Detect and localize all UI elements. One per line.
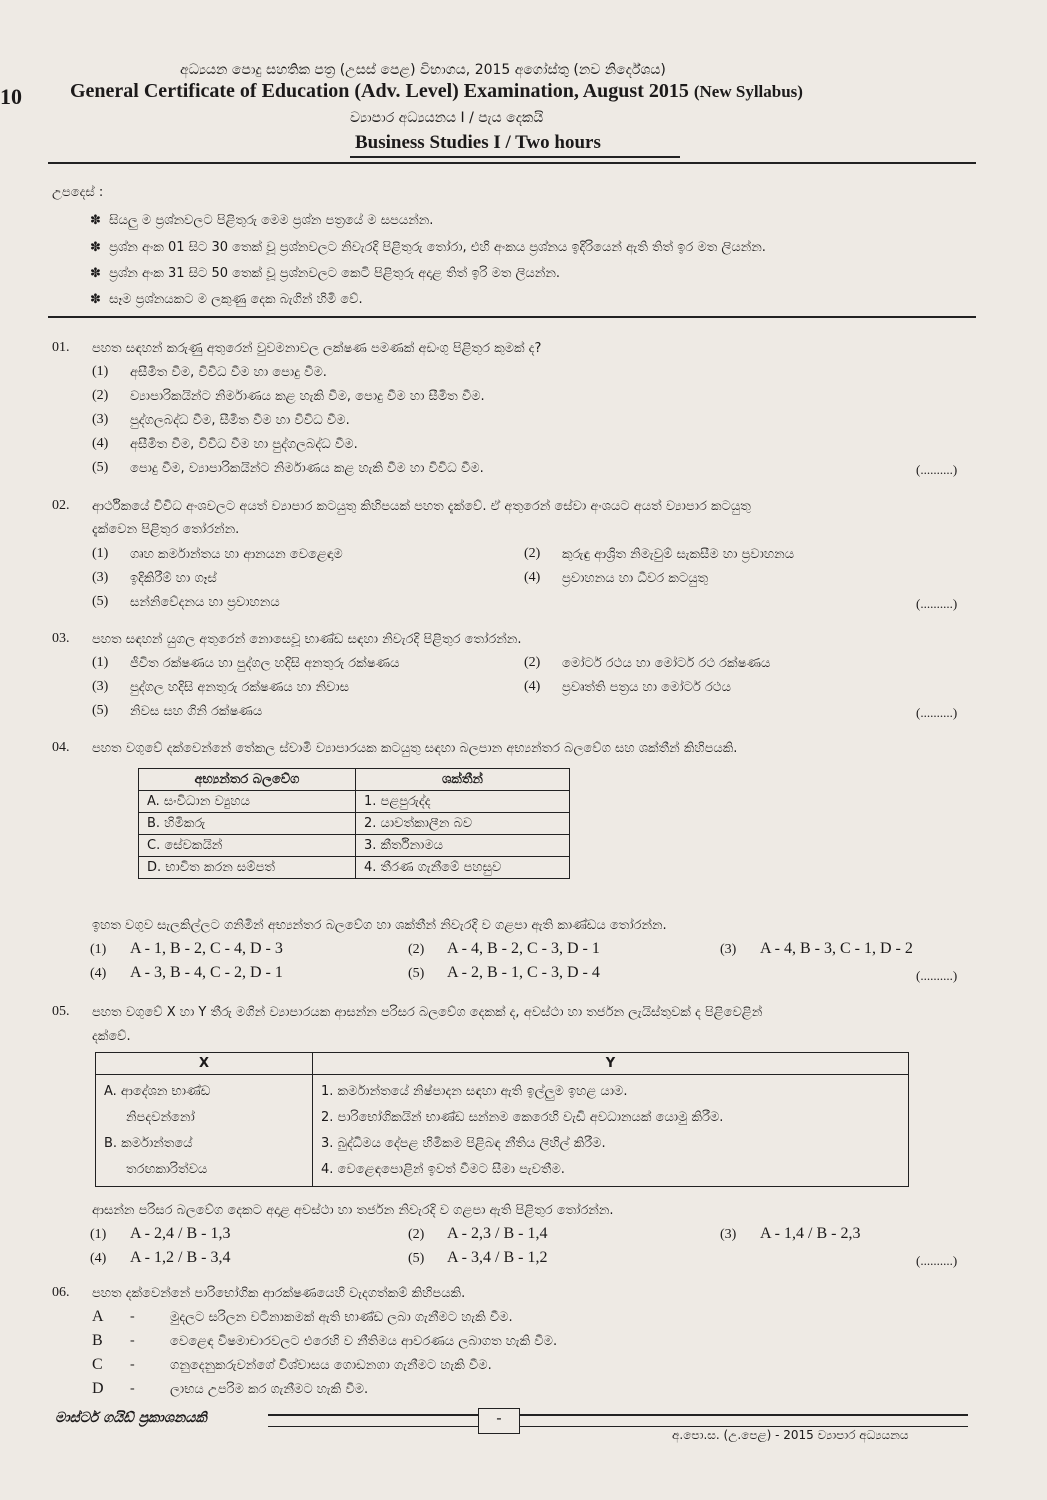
q2-option-text: සන්නිවේදනය හා ප්‍රවාහනය: [130, 595, 280, 610]
instructions-label: උපදෙස් :: [52, 185, 104, 200]
q1-text: පහත සඳහන් කරුණු අතුරෙන් වුවමනාවල ලක්ෂණ පමණක් අඩංගු පිළිතුර කුමක් ද?: [92, 341, 542, 356]
q4-option-number: (4): [90, 966, 107, 981]
instruction-item: ✽ සෑම ප්‍රශ්නයකට ම ලකුණු දෙක බැගින් හිමි වේ.: [90, 292, 363, 307]
q5-number: 05.: [52, 1004, 70, 1019]
q5-y-line: 3. බුද්ධිමය දේපළ හිමිකම පිළිබඳ නීතිය ලිහිල් කිරීම.: [321, 1136, 606, 1151]
q6-item-letter: A: [92, 1308, 104, 1325]
q2-number: 02.: [52, 498, 70, 513]
q4-option-text: A - 3, B - 4, C - 2, D - 1: [130, 964, 283, 981]
q1-option-number: (5): [92, 460, 109, 475]
q4-answer-blank[interactable]: (..........): [916, 968, 958, 983]
q5-y-line: 1. කර්මාන්තයේ නිෂ්පාදන සඳහා ඇති ඉල්ලුම ඉහළ යාම.: [321, 1084, 628, 1099]
q5-table-x-column: [96, 1075, 313, 1187]
q6-item-dash: -: [130, 1309, 135, 1324]
footer-publisher: මාස්ටර් ගයිඩ් ප්‍රකාශනයකි: [55, 1410, 207, 1426]
q3-option-number: (2): [524, 655, 541, 670]
q4-table-cell: 1. පළපුරුද්ද: [356, 791, 570, 813]
q2-option-text: ගෘහ කර්මාන්තය හා ආනයන වෙළෙඳාම: [130, 547, 343, 562]
instruction-item: ✽ ප්‍රශ්න අංක 31 සිට 50 තෙක් වූ ප්‍රශ්නවලට කෙටි පිළිතුරු අදාළ තිත් ඉරි මත ලියන්න.: [90, 266, 561, 281]
q1-option-number: (3): [92, 412, 109, 427]
q3-option-number: (4): [524, 679, 541, 694]
q2-option-text: කුරුඳු ආශ්‍රිත නිමැවුම් සැකසීම හා ප්‍රවාහනය: [562, 547, 795, 562]
q4-table-cell: 3. කීර්තිනාමය: [356, 835, 570, 857]
q5-answer-blank[interactable]: (..........): [916, 1253, 958, 1268]
q6-item-text: වෙළෙඳ විෂමාචාරවලට එරෙහි ව නීතිමය ආවරණය ලබාගත හැකි වීම.: [170, 1334, 558, 1349]
q2-option-number: (4): [524, 570, 541, 585]
english-exam-title: [70, 80, 803, 103]
q4-option-text: A - 4, B - 2, C - 3, D - 1: [447, 940, 600, 957]
q2-option-number: (3): [92, 570, 109, 585]
q4-option-number: (3): [720, 942, 737, 957]
q3-option-number: (3): [92, 679, 109, 694]
q5-x-line: තරඟකාරිත්වය: [126, 1162, 208, 1177]
q4-number: 04.: [52, 740, 70, 755]
q1-option-text: අසීමිත වීම, විවිධ වීම හා පොදු වීම.: [130, 365, 327, 380]
q5-option-number: (5): [408, 1251, 425, 1266]
q5-table: [95, 1052, 909, 1187]
q1-option-text: පුද්ගලබද්ධ වීම, සීමිත වීම හා විවිධ වීම.: [130, 413, 350, 428]
english-subject: Business Studies I / Two hours: [355, 132, 601, 153]
q2-text: ආර්ථිකයේ විවිධ අංශවලට අයත් ව්‍යාපාර කටයුතු කිහිපයක් පහත දැක්වේ. ඒ අතුරෙන් සේවා අංශයට අයත් ව්‍යාපාර කටයුතු: [92, 499, 751, 514]
q5-option-text: A - 1,2 / B - 3,4: [130, 1249, 231, 1266]
q5-option-text: A - 1,4 / B - 2,3: [760, 1225, 861, 1242]
q6-number: 06.: [52, 1285, 70, 1300]
q5-x-line: නිපදවන්නෝ: [126, 1110, 195, 1125]
q2-option-text: ඉදිකිරීම් හා ගෑස්: [130, 571, 217, 586]
sinhala-subject: ව්‍යාපාර අධ්‍යයනය I / පැය දෙකයි: [350, 110, 544, 126]
q5-text: දක්වේ.: [92, 1029, 131, 1044]
q4-option-number: (2): [408, 942, 425, 957]
q3-text: පහත සඳහන් යුගල අතුරෙන් නොසෙවූ භාණ්ඩ සඳහා නිවැරදි පිළිතුර තෝරන්න.: [92, 632, 522, 647]
q5-table-y-column: [313, 1075, 909, 1187]
footer-rule: [268, 1414, 968, 1427]
footer-exam-label: අ.පො.ස. (උ.පෙළ) - 2015 ව්‍යාපාර අධ්‍යයනය: [672, 1428, 909, 1442]
q3-option-text: ජීවිත රක්ෂණය හා පුද්ගල හදිසි අනතුරු රක්ෂණය: [130, 656, 400, 671]
q4-option-text: A - 1, B - 2, C - 4, D - 3: [130, 940, 283, 957]
q1-answer-blank[interactable]: (..........): [916, 462, 958, 477]
q4-table-cell: B. හිමිකරු: [139, 813, 356, 835]
q3-option-number: (5): [92, 703, 109, 718]
q5-option-text: A - 2,4 / B - 1,3: [130, 1225, 231, 1242]
english-title-suffix: (New Syllabus): [693, 82, 803, 101]
q5-option-number: (3): [720, 1227, 737, 1242]
q4-table-cell: C. සේවකයින්: [139, 835, 356, 857]
q2-option-number: (2): [524, 546, 541, 561]
instruction-item: ✽ ප්‍රශ්න අංක 01 සිට 30 තෙක් වූ ප්‍රශ්නවලට නිවැරදි පිළිතුරු තෝරා, එහි අංකය ප්‍රශ්නය ඉදිරියෙන් ඇති තිත් ඉර මත ලියන්න.: [90, 240, 766, 255]
q4-table-cell: 4. තීරණ ගැනීමේ පහසුව: [356, 857, 570, 879]
q2-option-number: (5): [92, 594, 109, 609]
q3-option-number: (1): [92, 655, 109, 670]
q5-text: පහත වගුවේ X හා Y තීරු මගින් ව්‍යාපාරයක ආසන්න පරිසර බලවේග දෙකක් ද, අවස්ථා හා තර්ජන ලැයිස්තුවක් ද පිළිවෙළින්: [92, 1005, 763, 1020]
q6-item-text: මුදලට සරිලන වටිනාකමක් ඇති භාණ්ඩ ලබා ගැනීමට හැකි වීම.: [170, 1310, 513, 1325]
q4-option-number: (1): [90, 942, 107, 957]
q1-number: 01.: [52, 340, 70, 355]
q6-item-dash: -: [130, 1381, 135, 1396]
q5-y-line: 4. වෙළෙඳපොළින් ඉවත් වීමට සීමා පැවතීම.: [321, 1162, 565, 1177]
q6-item-letter: B: [92, 1332, 103, 1349]
q5-option-text: A - 3,4 / B - 1,2: [447, 1249, 548, 1266]
q2-text: දැක්වෙන පිළිතුර තෝරන්න.: [92, 522, 240, 537]
q1-option-text: පොදු වීම, ව්‍යාපාරිකයින්ට නිර්මාණය කළ හැකි වීම හා විවිධ වීම.: [130, 461, 484, 476]
q5-option-text: A - 2,3 / B - 1,4: [447, 1225, 548, 1242]
sinhala-exam-title: අධ්‍යයන පොදු සහතික පත්‍ර (උසස් පෙළ) විභාගය, 2015 අගෝස්තු (නව නිර්දේශය): [180, 62, 666, 78]
q5-option-number: (1): [90, 1227, 107, 1242]
q6-item-text: ලාභය උපරිම කර ගැනීමට හැකි වීම.: [170, 1382, 369, 1397]
q4-prompt: ඉහත වගුව සැලකිල්ලට ගනිමින් අභ්‍යන්තර බලවේග හා ශක්තීන් නිවැරදි ව ගළපා ඇති කාණ්ඩය තෝරන්න.: [92, 918, 667, 933]
q3-option-text: ප්‍රවෘත්ති පත්‍රය හා මෝටර් රථය: [562, 680, 731, 695]
q4-text: පහත වගුවේ දක්වෙන්නේ තේකල ස්වාමි ව්‍යාපාරයක කටයුතු සඳහා බලපාන අභ්‍යන්තර බලවේග සහ ශක්තීන් කිහිපයකි.: [92, 741, 738, 756]
q2-option-text: ප්‍රවාහනය හා ධීවර කටයුතු: [562, 571, 709, 586]
q5-x-line: B. කර්මාන්තයේ: [104, 1136, 193, 1151]
q5-prompt: ආසන්න පරිසර බලවේග දෙකට අදාළ අවස්ථා හා තර්ජන නිවැරදි ව ගළපා ඇති පිළිතුර තෝරන්න.: [92, 1203, 614, 1218]
header-rule-thin: [350, 156, 680, 158]
q4-table-cell: D. භාවිත කරන සම්පත්: [139, 857, 356, 879]
q4-option-text: A - 4, B - 3, C - 1, D - 2: [760, 940, 913, 957]
q2-option-number: (1): [92, 546, 109, 561]
q5-table-header: X: [96, 1053, 313, 1075]
q1-option-text: ව්‍යාපාරිකයින්ට නිර්මාණය කළ හැකි වීම, පොදු වීම හා සීමිත වීම.: [130, 389, 485, 404]
q3-option-text: මෝටර් රථය හා මෝටර් රථ රක්ෂණය: [562, 656, 771, 671]
q4-table-cell: A. සංවිධාන ව්‍යුහය: [139, 791, 356, 813]
header-rule: [48, 162, 976, 164]
q5-option-number: (2): [408, 1227, 425, 1242]
instruction-item: ✽ සියලු ම ප්‍රශ්නවලට පිළිතුරු මෙම ප්‍රශ්න පත්‍රයේ ම සපයන්න.: [90, 213, 434, 228]
q6-item-dash: -: [130, 1333, 135, 1348]
english-title-main: General Certificate of Education (Adv. Level) Examination, August 2015: [70, 80, 689, 102]
q4-table-cell: 2. යාවත්කාලීන බව: [356, 813, 570, 835]
q3-number: 03.: [52, 631, 70, 646]
footer-page-tab: -: [478, 1408, 520, 1434]
q6-text: පහත දක්වෙන්නේ පාරිභෝගික ආරක්ෂණයෙහි වැදගත්කම් කිහිපයකි.: [92, 1286, 466, 1301]
q5-table-header: Y: [313, 1053, 909, 1075]
q4-table-header: ශක්තීන්: [356, 769, 570, 791]
q3-option-text: නිවස සහ ගිනි රක්ෂණය: [130, 704, 263, 719]
q3-answer-blank[interactable]: (..........): [916, 705, 958, 720]
q2-answer-blank[interactable]: (..........): [916, 596, 958, 611]
q6-item-text: ගනුදෙනුකරුවන්ගේ විශ්වාසය ගොඩනගා ගැනීමට හැකි වීම.: [170, 1358, 492, 1373]
q5-option-number: (4): [90, 1251, 107, 1266]
q4-table-header: අභ්‍යන්තර බලවේග: [139, 769, 356, 791]
q6-item-letter: D: [92, 1380, 104, 1397]
page-number: 10: [0, 84, 22, 109]
q3-option-text: පුද්ගල හදිසි අනතුරු රක්ෂණය හා නිවාස: [130, 680, 349, 695]
q1-option-number: (1): [92, 364, 109, 379]
q5-y-line: 2. පාරිභෝගිකයින් භාණ්ඩ සන්නම කෙරෙහි වැඩි අවධානයක් යොමු කිරීම.: [321, 1110, 724, 1125]
q4-option-text: A - 2, B - 1, C - 3, D - 4: [447, 964, 600, 981]
q1-option-text: අසීමිත වීම, විවිධ වීම හා පුද්ගලබද්ධ වීම.: [130, 437, 358, 452]
q5-x-line: A. ආදේශන භාණ්ඩ: [104, 1084, 211, 1099]
instructions-rule: [48, 316, 976, 318]
q4-table: [138, 768, 570, 879]
q4-option-number: (5): [408, 966, 425, 981]
q1-option-number: (4): [92, 436, 109, 451]
q6-item-letter: C: [92, 1356, 103, 1373]
q1-option-number: (2): [92, 388, 109, 403]
q6-item-dash: -: [130, 1357, 135, 1372]
